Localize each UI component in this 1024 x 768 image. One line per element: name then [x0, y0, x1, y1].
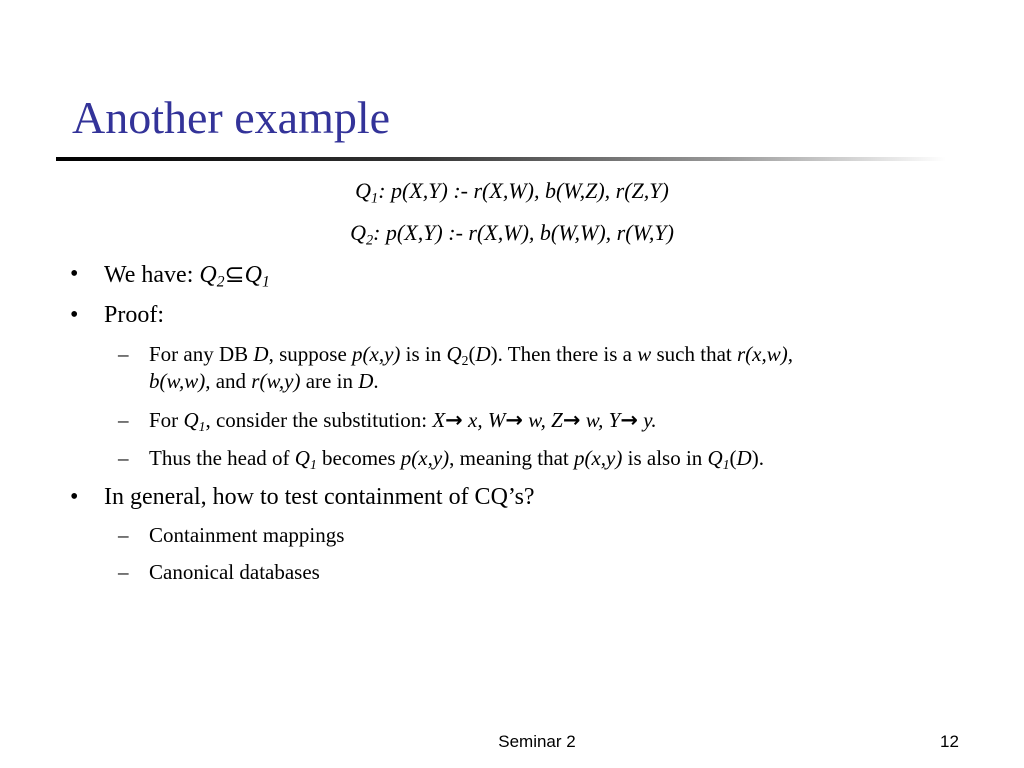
math-pxy: p(x,y): [352, 342, 401, 366]
bullet-dot: •: [70, 484, 79, 510]
math-var: y.: [637, 408, 657, 432]
math-bww: b(w,w),: [149, 369, 211, 393]
text-run: and: [210, 369, 252, 393]
text-run: , meaning that: [449, 446, 574, 470]
math-d: D: [253, 342, 269, 366]
text-run: such that: [651, 342, 737, 366]
math-rwy: r(w,y): [251, 369, 301, 393]
we-have-label: We have:: [104, 262, 200, 288]
arrow-icon: →: [620, 408, 638, 432]
equation-q2: [0, 220, 1024, 249]
page-number: 12: [940, 732, 959, 751]
math-q-sub: 2: [461, 353, 469, 369]
math-pxy: p(x,y): [573, 446, 623, 470]
math-q: Q: [183, 408, 199, 432]
proof-step-2: [149, 407, 657, 434]
math-q: Q: [707, 446, 723, 470]
q1-subscript: 1: [371, 190, 379, 207]
q2-name: Q: [350, 220, 366, 245]
math-w: w: [637, 342, 652, 366]
dash-marker: –: [118, 560, 129, 584]
math-d: D: [736, 446, 752, 470]
bullet-dot: •: [70, 302, 79, 328]
equation-q1: [0, 178, 1024, 207]
q2-subscript: 2: [365, 232, 374, 249]
math-var: x,: [462, 408, 488, 432]
subset-symbol: ⊆: [224, 260, 245, 288]
math-q: Q: [446, 342, 462, 366]
containment-left: Q: [199, 262, 217, 288]
sub-item-canonical-databases: Canonical databases: [149, 560, 320, 584]
bullet-we-have: [104, 259, 270, 290]
q1-name: Q: [355, 178, 372, 203]
text-run: For any DB: [149, 342, 254, 366]
bullet-dot: •: [70, 261, 79, 287]
text-run: is in: [400, 342, 447, 366]
text-run: ). Then there is a: [490, 342, 638, 366]
text-run: becomes: [316, 446, 401, 470]
slide-title: Another example: [72, 92, 391, 143]
math-var: w,: [522, 408, 552, 432]
bullet-in-general: In general, how to test containment of CQ’s?: [104, 484, 535, 510]
text-run: (: [729, 446, 737, 470]
text-run: .: [373, 369, 379, 393]
text-run: Thus the head of: [149, 446, 295, 470]
text-run: , consider the substitution:: [205, 408, 433, 432]
math-q: Q: [294, 446, 310, 470]
arrow-icon: →: [445, 408, 463, 432]
math-q-sub: 1: [309, 457, 317, 473]
containment-left-sub: 2: [216, 273, 225, 291]
text-run: For: [149, 408, 184, 432]
math-var: W: [487, 408, 506, 432]
math-var: X: [432, 408, 446, 432]
text-run: (: [468, 342, 476, 366]
footer-seminar-label: Seminar 2: [498, 732, 576, 751]
math-q-sub: 1: [722, 457, 730, 473]
math-q-sub: 1: [198, 419, 206, 435]
math-var: w,: [580, 408, 609, 432]
arrow-icon: →: [505, 408, 523, 432]
containment-right-sub: 1: [261, 273, 270, 291]
dash-marker: –: [118, 446, 129, 470]
bullet-proof: Proof:: [104, 302, 164, 328]
dash-marker: –: [118, 523, 129, 547]
math-var: Z: [551, 408, 563, 432]
text-run: are in: [300, 369, 359, 393]
arrow-icon: →: [562, 408, 581, 432]
dash-marker: –: [118, 408, 129, 432]
math-d: D: [475, 342, 491, 366]
text-run: ).: [751, 446, 764, 470]
q1-body: : p(X,Y) :- r(X,W), b(W,Z), r(Z,Y): [378, 178, 669, 203]
math-rxw: r(x,w),: [736, 342, 793, 366]
proof-step-1: [149, 341, 949, 395]
dash-marker: –: [118, 342, 129, 366]
proof-step-3: [149, 445, 764, 472]
text-run: is also in: [622, 446, 708, 470]
q2-body: : p(X,Y) :- r(X,W), b(W,W), r(W,Y): [373, 220, 674, 245]
math-d: D: [358, 369, 374, 393]
math-var: Y: [608, 408, 621, 432]
title-divider: [56, 157, 946, 161]
sub-item-containment-mappings: Containment mappings: [149, 523, 345, 547]
containment-right: Q: [244, 262, 262, 288]
text-run: , suppose: [268, 342, 353, 366]
math-pxy: p(x,y): [400, 446, 450, 470]
